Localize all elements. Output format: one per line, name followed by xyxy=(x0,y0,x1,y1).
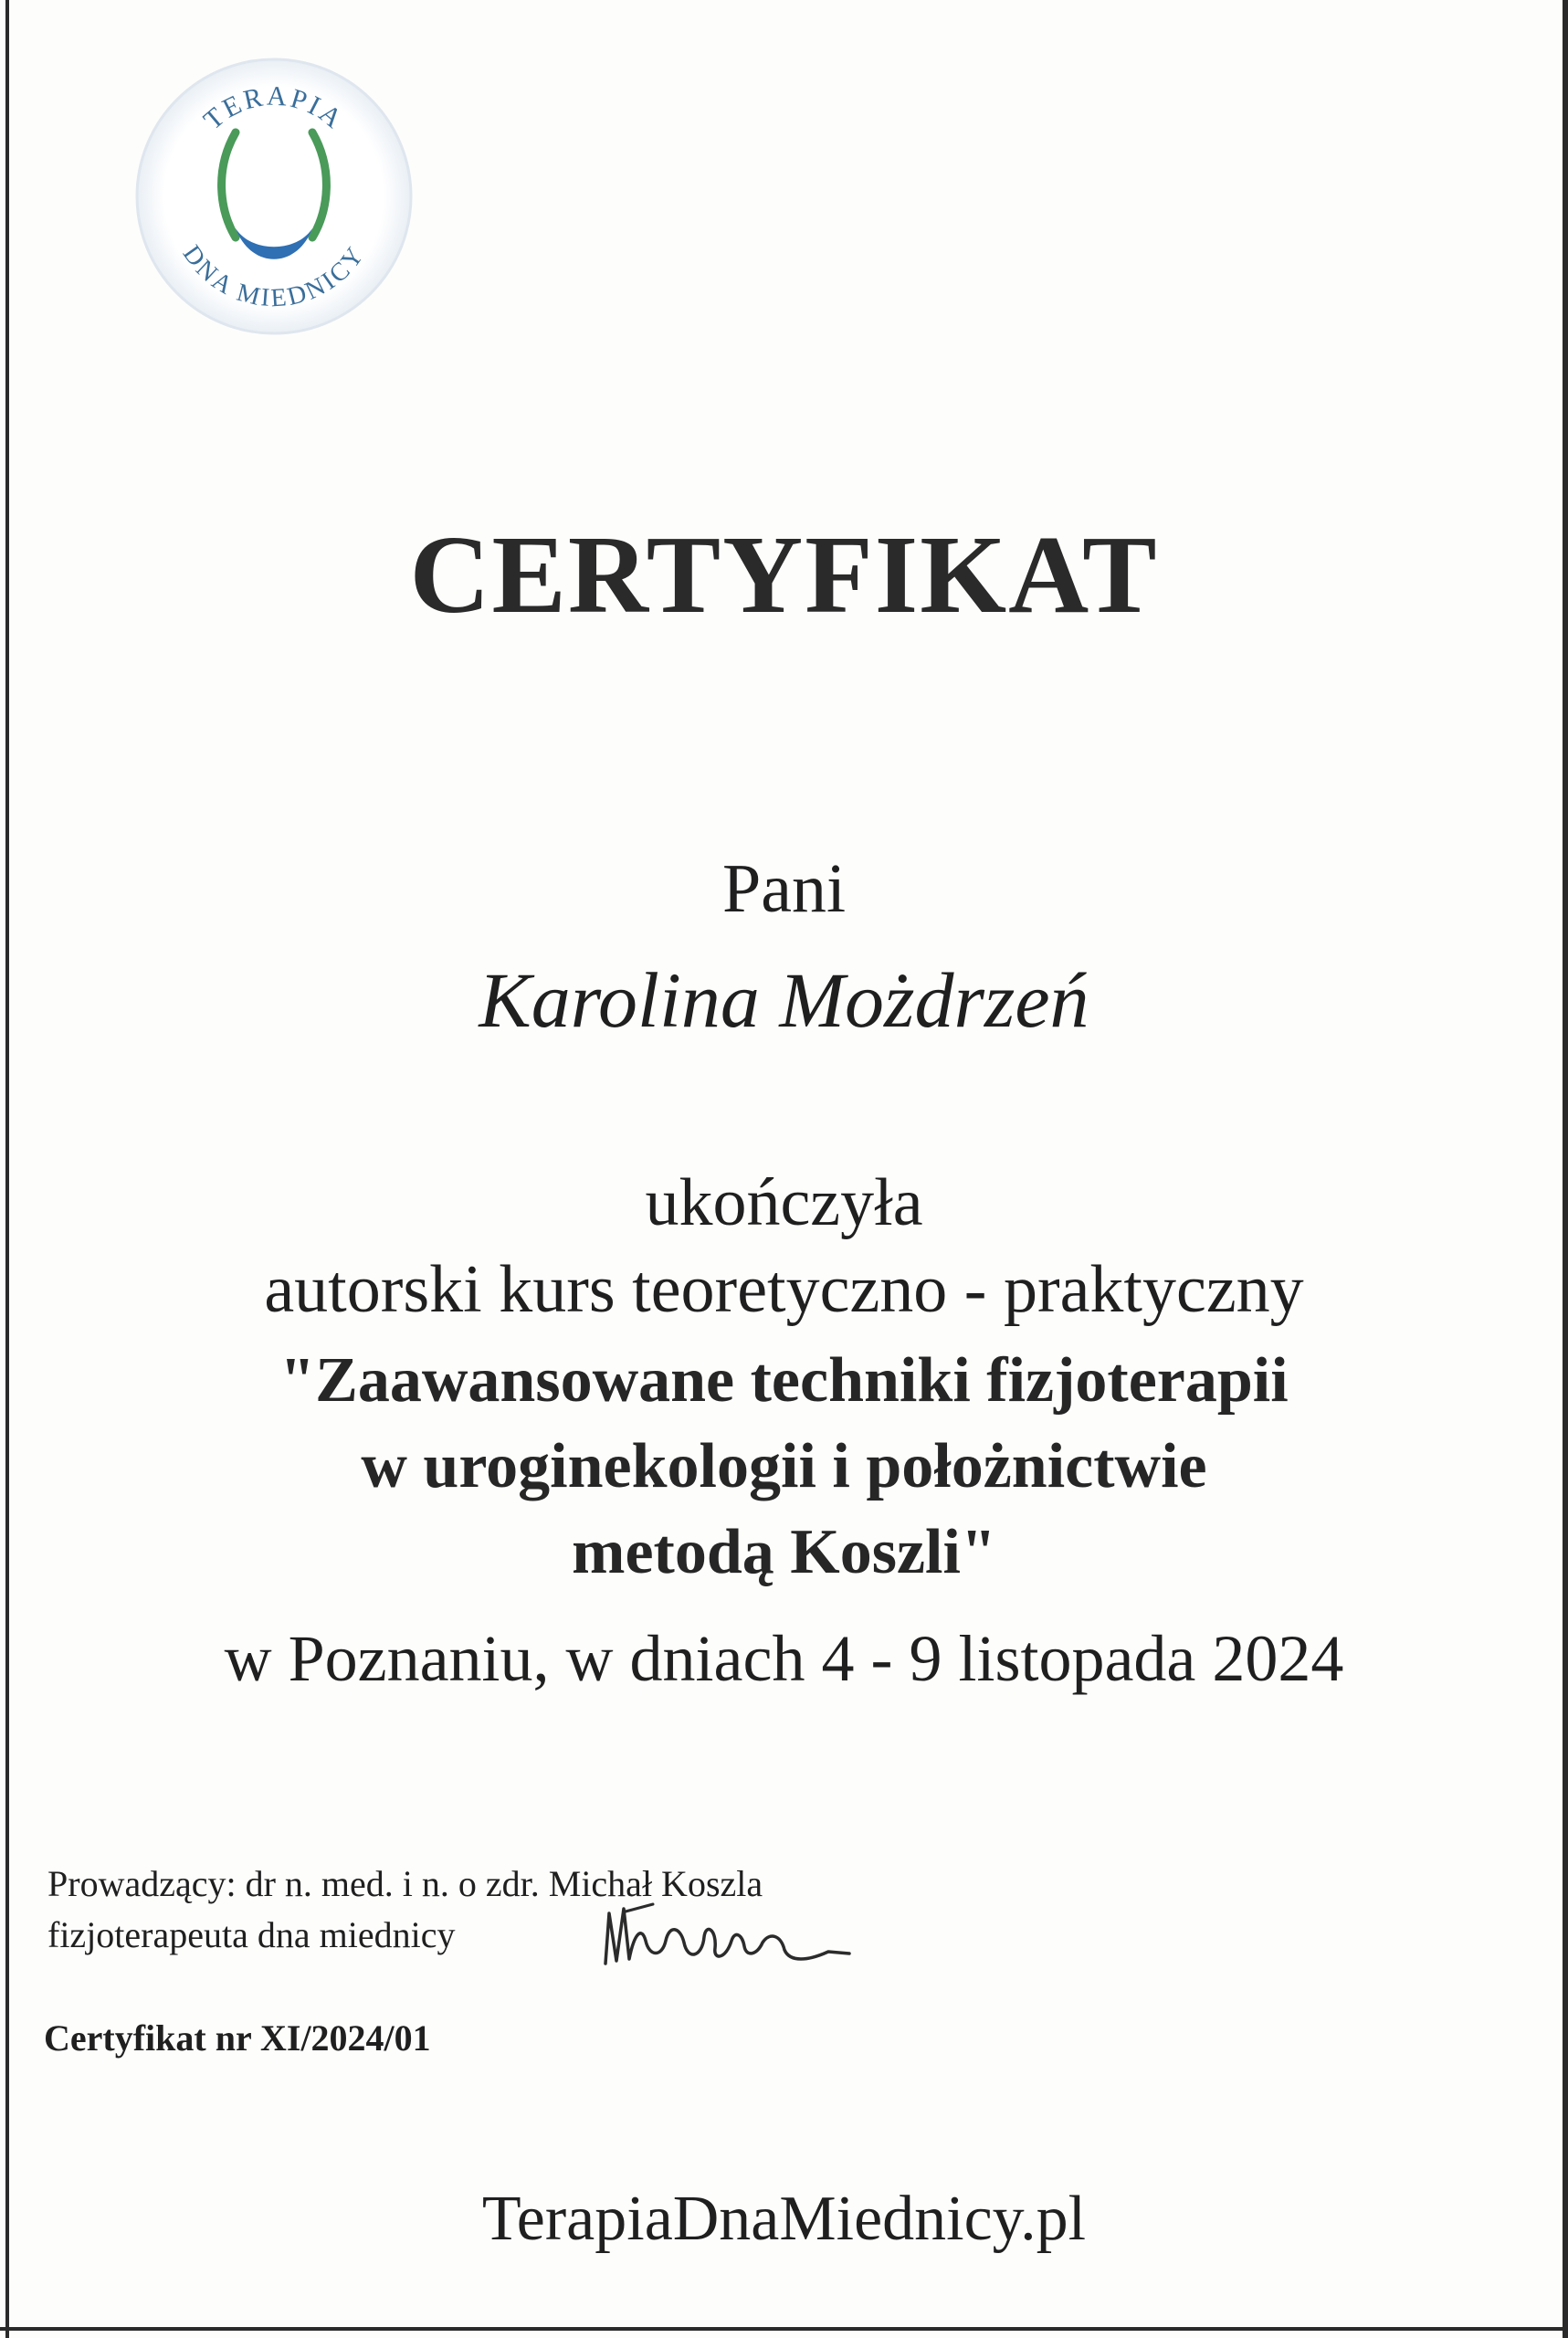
salutation: Pani xyxy=(721,850,847,927)
course-title-line: "Zaawansowane techniki fizjoterapii xyxy=(279,1345,1289,1416)
course-title-line: metodą Koszli" xyxy=(572,1517,996,1587)
logo-bottom-text: DNA MIEDNICY xyxy=(176,240,372,313)
terapia-dna-miednicy-logo xyxy=(128,50,420,342)
website-link[interactable]: TerapiaDnaMiednicy.pl xyxy=(481,2184,1087,2254)
page-border-bottom xyxy=(0,2327,1568,2331)
certificate-number: Certyfikat nr XI/2024/01 xyxy=(44,2017,431,2059)
handwritten-signature xyxy=(589,1877,863,1986)
course-title xyxy=(0,1338,1568,1596)
certificate-title: CERTYFIKAT xyxy=(409,513,1159,637)
instructor-name: Prowadzący: dr n. med. i n. o zdr. Michał Koszla xyxy=(47,1863,763,1904)
course-title-line: w uroginekologii i położnictwie xyxy=(361,1431,1207,1501)
recipient-name: Karolina Możdrzeń xyxy=(479,956,1089,1044)
instructor-role: fizjoterapeuta dna miednicy xyxy=(47,1914,456,1955)
course-date-location: w Poznaniu, w dniach 4 - 9 listopada 2024 xyxy=(224,1622,1344,1695)
course-type: autorski kurs teoretyczno - praktyczny xyxy=(264,1252,1304,1327)
logo-top-text: TERAPIA xyxy=(197,80,350,136)
completed-text: ukończyła xyxy=(645,1165,923,1240)
